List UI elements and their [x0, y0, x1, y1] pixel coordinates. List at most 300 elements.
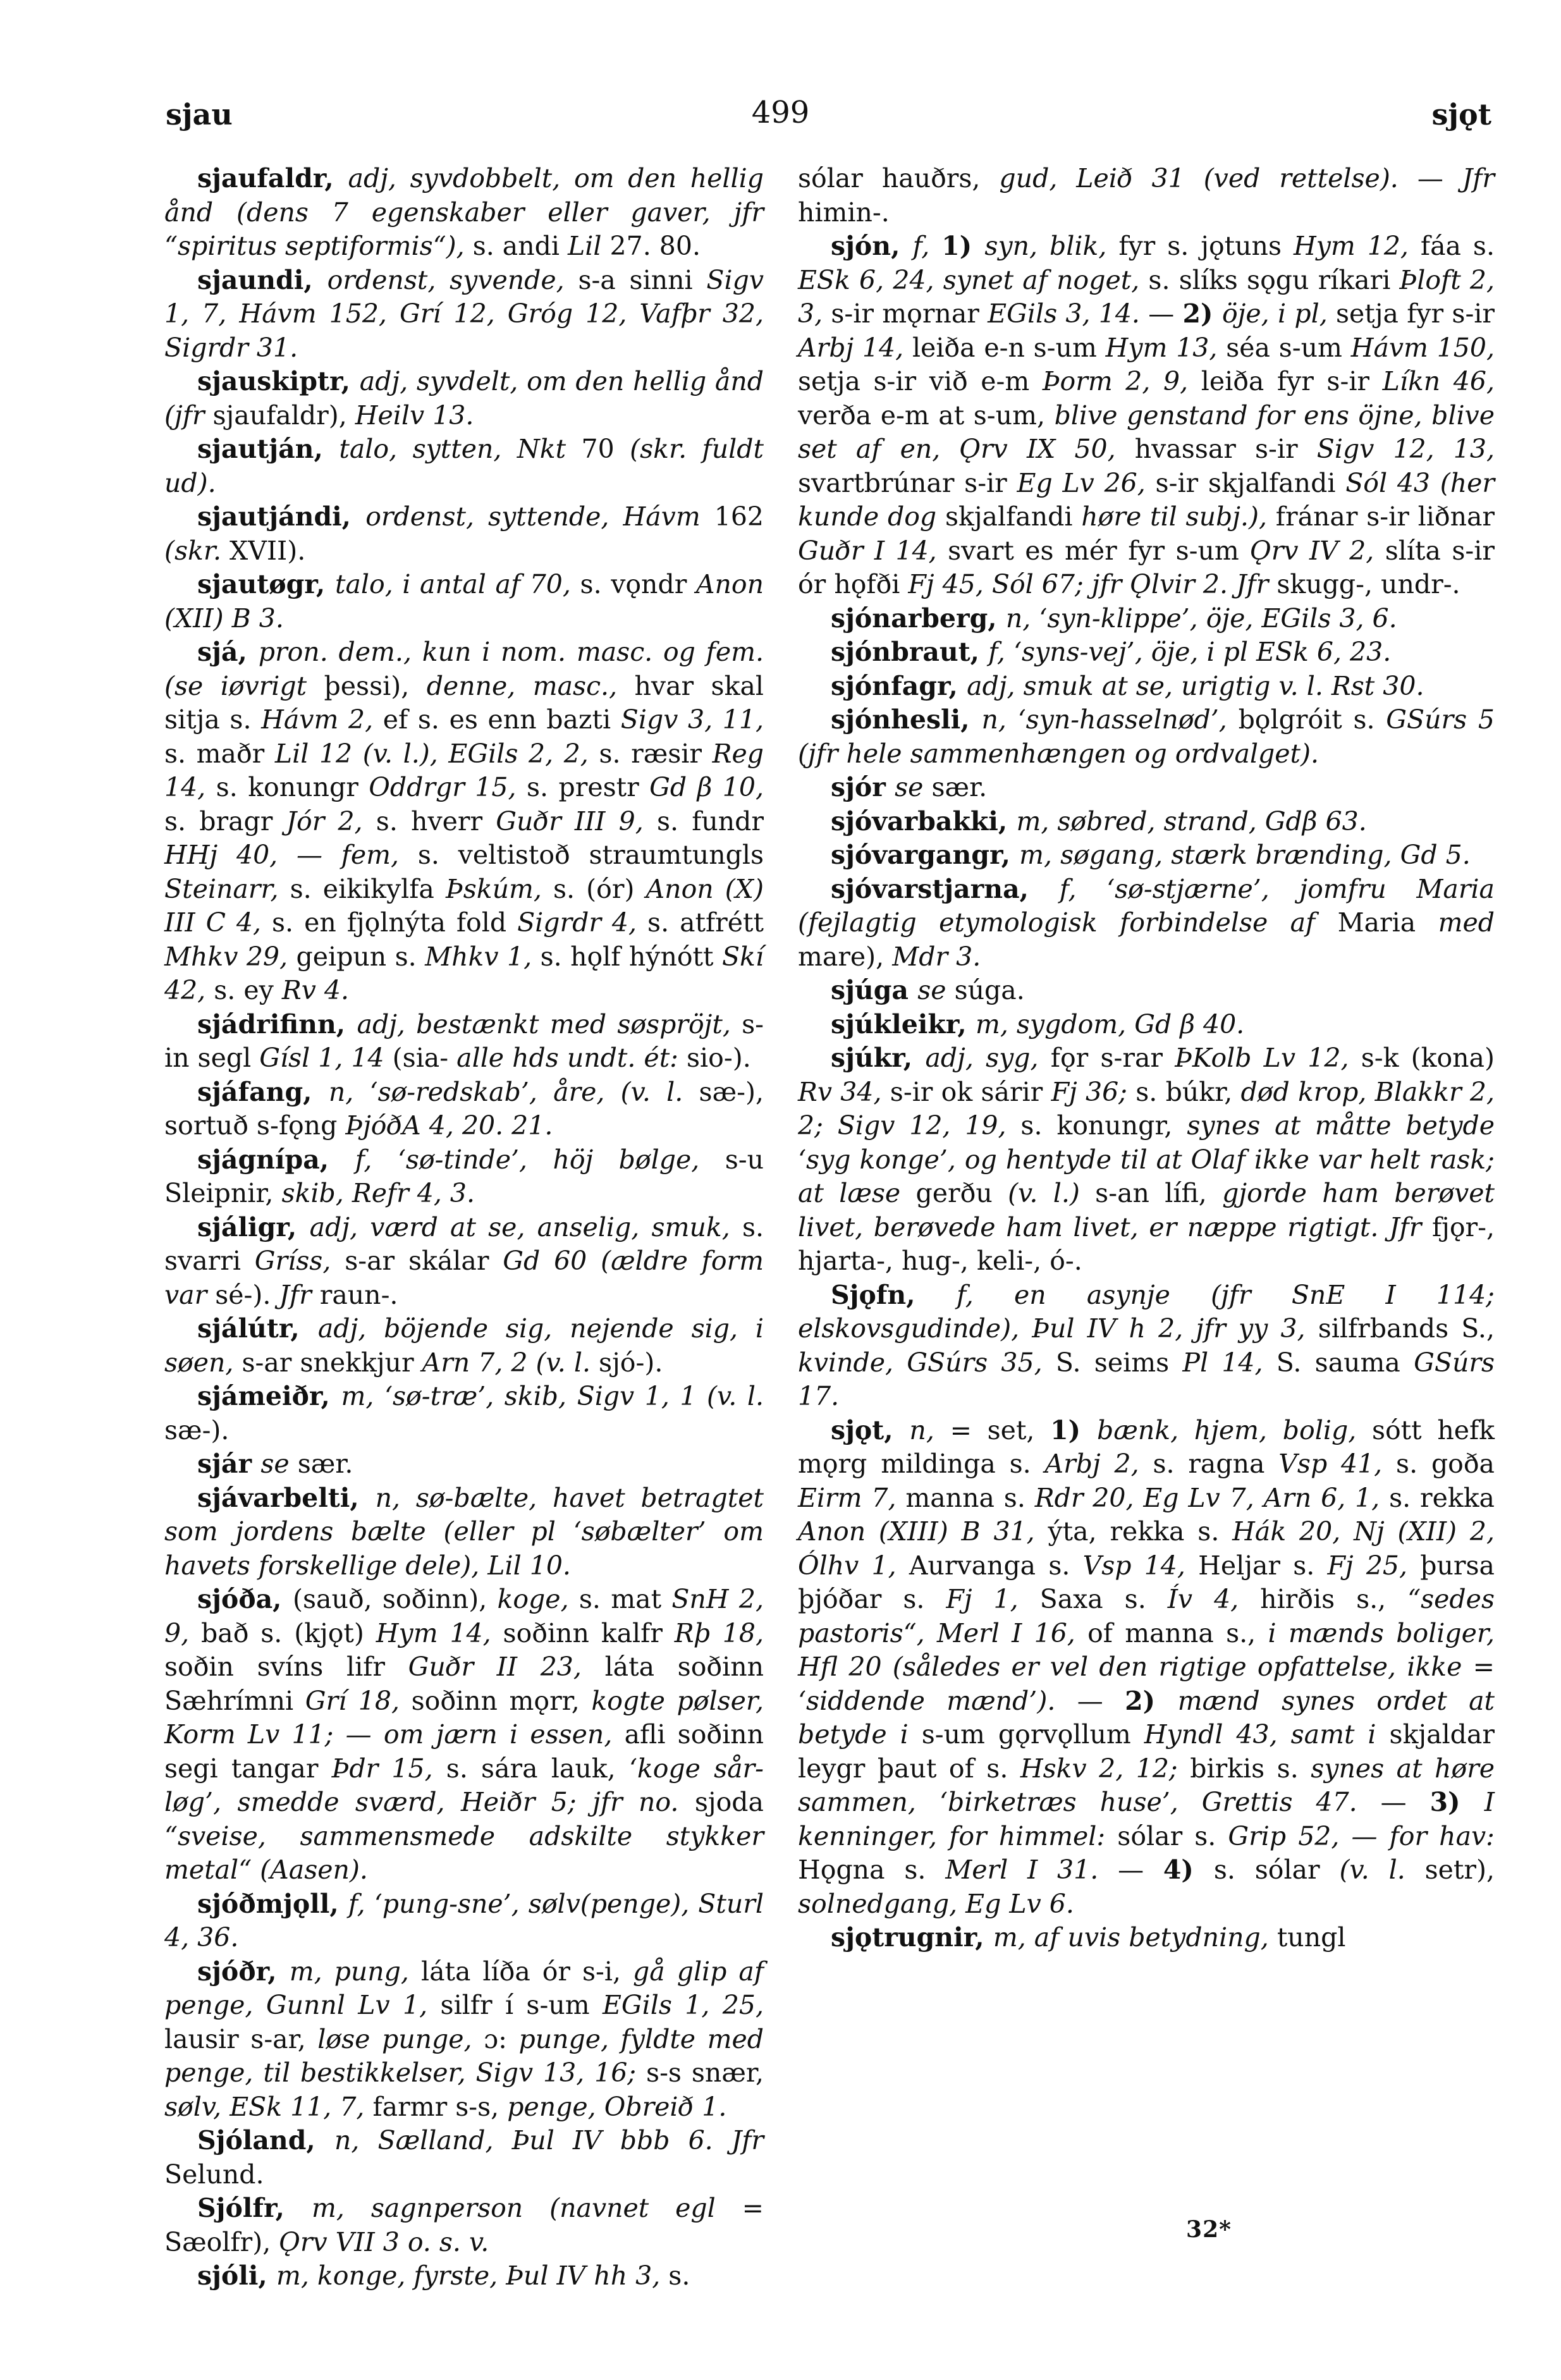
headword: sjóli, — [197, 2260, 276, 2291]
entry-text: sjó-). — [599, 1347, 663, 1378]
entry-text: s. bragr — [164, 806, 286, 837]
entry-text: se — [895, 772, 932, 802]
entry-text: — — [1077, 1685, 1125, 1716]
entry-text: med — [1438, 907, 1495, 938]
dictionary-entry — [798, 1008, 1495, 1042]
dictionary-entry — [798, 1414, 1495, 1922]
entry-text: ÞKolb Lv 12, — [1175, 1043, 1361, 1073]
entry-text: adj, smuk at se, urigtig v. l. Rst 30. — [967, 670, 1424, 701]
entry-text: setja fyr s-ir — [1336, 298, 1495, 329]
entry-text: kogte pølser, Korm Lv 11; — om jærn i essen, — [164, 1685, 764, 1750]
entry-text: m, af uvis betydning, — [993, 1922, 1277, 1953]
entry-text: Sigv 12, 13, — [1316, 434, 1495, 464]
entry-text: punge, fyldte med penge, til bestikkelser, Sigv 13, 16; — [164, 2023, 764, 2088]
entry-text: Sæolfr), — [164, 2226, 279, 2257]
entry-text: s. goða — [1396, 1449, 1495, 1479]
entry-text: ýta, rekka s. — [1048, 1516, 1233, 1547]
headword: sjágnípa, — [197, 1144, 355, 1175]
dictionary-entry-continuation — [798, 162, 1495, 230]
entry-text: n, ‘syn-hasselnød’, — [981, 704, 1239, 735]
entry-text: himin-. — [798, 197, 890, 228]
entry-text: bǫlgróit s. — [1238, 704, 1387, 735]
entry-text: adj, syvdelt, om den hellig ånd (jfr — [164, 366, 764, 431]
entry-text: svartbrúnar s-ir — [798, 467, 1017, 498]
entry-text: (v. l.) — [1008, 1178, 1096, 1208]
entry-text: ordenst, syvende, — [327, 264, 578, 295]
entry-text: Heljar s. — [1198, 1550, 1328, 1581]
dictionary-entry — [164, 500, 764, 568]
entry-text: s-u Sleipnir, — [164, 1144, 764, 1208]
entry-text: Jfr — [279, 1279, 320, 1310]
entry-text: soðinn kalfr — [503, 1617, 675, 1648]
entry-text: s-ir mǫrnar — [831, 298, 988, 329]
entry-text: skjaldar leygr þaut of s. — [798, 1719, 1495, 1784]
headword: sjáfang, — [197, 1076, 329, 1107]
dictionary-entry — [164, 264, 764, 365]
entry-text: EGils 1, 25, — [602, 1990, 764, 2020]
dictionary-entry — [164, 1955, 764, 2125]
entry-text: fáa s. — [1420, 231, 1495, 261]
entry-text: f, ‘pung-sne’, sølv(penge), Sturl 4, 36. — [164, 1888, 764, 1953]
entry-text: leiða fyr s-ir — [1201, 366, 1383, 396]
entry-text: skugg-, undr-. — [1276, 569, 1460, 599]
dictionary-entry — [798, 230, 1495, 602]
entry-text: sjaufaldr), — [212, 400, 355, 431]
entry-text: s. ragna — [1153, 1449, 1279, 1479]
entry-text: Mdr 3. — [892, 941, 981, 972]
entry-text: 70 — [581, 434, 630, 464]
headword: sjaufaldr, — [197, 163, 348, 193]
entry-text: verða e-m at s-um, — [798, 400, 1055, 431]
entry-text: EGils 3, 14. — [988, 298, 1149, 329]
entry-text: Mhkv 29, — [164, 941, 297, 972]
dictionary-entry — [164, 432, 764, 500]
dictionary-entry — [164, 1447, 764, 1481]
entry-text: Vsp 41, — [1278, 1449, 1397, 1479]
entry-text: Ǫrv VII 3 o. s. v. — [279, 2226, 489, 2257]
dictionary-entry — [798, 873, 1495, 974]
entry-text: Gríss, — [254, 1246, 345, 1276]
entry-text: 1) — [941, 231, 985, 261]
entry-text: adj, bestænkt med søspröjt, — [357, 1009, 742, 1040]
entry-text: talo, i antal af 70, — [334, 569, 580, 599]
entry-text: sær. — [931, 772, 988, 802]
entry-text: séa s-um — [1226, 332, 1351, 363]
entry-text: hvassar s-ir — [1134, 434, 1317, 464]
entry-text: Anon (XIII) B 31, — [798, 1516, 1048, 1547]
entry-text: n, Sælland, Þul IV bbb 6. Jfr — [334, 2125, 764, 2156]
entry-text: Steinarr, — [164, 873, 290, 904]
entry-text: n, ‘syn-klippe’, öje, EGils 3, 6. — [1005, 603, 1397, 634]
entry-text: 3) — [1429, 1787, 1484, 1817]
entry-text: Jfr — [1462, 163, 1495, 193]
entry-text: láta líða ór s-i, — [420, 1956, 634, 1987]
entry-text: s-ir ok sárir — [890, 1076, 1051, 1107]
entry-text: s. andi — [472, 231, 568, 261]
entry-text: GSúrs 5 (jfr hele sammenhængen og ordvalget). — [798, 704, 1495, 769]
entry-text: Guðr III 9, — [496, 806, 657, 837]
headword: sjónarberg, — [831, 603, 1006, 634]
entry-text: mænd synes ordet at betyde i — [798, 1685, 1495, 1750]
entry-text: GSúrs 17. — [798, 1347, 1495, 1411]
entry-text: gud, Leið 31 (ved rettelse). — [999, 163, 1417, 193]
entry-text: Pl 14, — [1182, 1347, 1276, 1378]
dictionary-entry — [164, 1008, 764, 1076]
dictionary-entry — [798, 602, 1495, 636]
entry-text: 2) — [1125, 1685, 1178, 1716]
headword: sjáligr, — [197, 1211, 310, 1242]
dictionary-entry — [164, 1583, 764, 1887]
entry-text: s. (ór) — [553, 873, 646, 904]
dictionary-entry — [164, 162, 764, 264]
entry-text: Maria — [1337, 907, 1438, 938]
entry-text: silfr í s-um — [440, 1990, 603, 2020]
entry-text: Sigv 1, 7, Hávm 152, Grí 12, Gróg 12, Vafþr 32, Sigrdr 31. — [164, 264, 764, 363]
entry-text: s-k (kona) — [1361, 1043, 1495, 1073]
headword: sjaundi, — [197, 264, 328, 295]
entry-text: m, pung, — [289, 1956, 421, 1987]
entry-text: geipun s. — [296, 941, 425, 972]
entry-text: m, sagnperson (navnet egl = — [312, 2193, 764, 2223]
entry-text: Rdr 20, Eg Lv 7, Arn 6, 1, — [1034, 1482, 1390, 1513]
entry-text: kvinde, GSúrs 35, — [798, 1347, 1056, 1378]
entry-text: alle hds undt. ét: — [456, 1043, 687, 1073]
headword: sjár — [197, 1449, 261, 1479]
entry-text: Sigv 3, 11, — [620, 704, 764, 735]
entry-text: SnH 2, 9, — [164, 1584, 764, 1648]
entry-text: súga. — [954, 975, 1025, 1005]
entry-text: s. sólar — [1213, 1855, 1340, 1885]
entry-text: sótt hefk mǫrg mildinga s. — [798, 1414, 1495, 1479]
dictionary-entry — [164, 568, 764, 635]
entry-text: s-ar snekkjur — [242, 1347, 422, 1378]
entry-text: slíta s-ir ór hǫfði — [798, 535, 1495, 599]
headword: sjauskiptr, — [197, 366, 360, 396]
headword: sjúkleikr, — [831, 1009, 976, 1040]
entry-text: Anon (XII) B 3. — [164, 569, 764, 634]
headword: Sjǫfn, — [831, 1279, 957, 1310]
dictionary-entry — [164, 1481, 764, 1583]
entry-text: m, søgang, stærk brænding, Gd 5. — [1019, 840, 1471, 870]
headword: sjóðr, — [197, 1956, 290, 1987]
entry-text: adj, syg, — [925, 1043, 1051, 1073]
entry-text: sólar s. — [1117, 1820, 1228, 1851]
entry-text: Grí 18, — [305, 1685, 412, 1716]
headword: sjóðmjǫll, — [197, 1888, 348, 1919]
entry-text: Ív 4, — [1167, 1584, 1261, 1614]
entry-text: s. ey — [214, 975, 282, 1005]
entry-text: sølv, ESk 11, 7, — [164, 2091, 373, 2122]
entry-text: sjoda — [694, 1787, 764, 1817]
entry-text: gerðu — [915, 1178, 1008, 1208]
entry-text: HHj 40, — fem, — [164, 840, 418, 870]
entry-text: sólar hauðrs, — [798, 163, 1000, 193]
dictionary-entry — [798, 635, 1495, 670]
entry-text: m, søbred, strand, Gdβ 63. — [1016, 806, 1367, 837]
entry-text: sær. — [297, 1449, 353, 1479]
entry-text: mare), — [798, 941, 893, 972]
entry-text: Aurvanga s. — [909, 1550, 1083, 1581]
entry-text: s. hverr — [376, 806, 496, 837]
entry-text: S. seims — [1055, 1347, 1183, 1378]
headword: sjón, — [831, 231, 913, 261]
entry-text: s. en fjǫlnýta fold — [272, 907, 518, 938]
entry-text: gjorde ham berøvet livet, berøvede ham livet, er næppe rigtigt. Jfr — [798, 1178, 1495, 1242]
entry-text: synes at høre sammen, ‘birketræs huse’, Grettis 47. — [798, 1753, 1495, 1817]
entry-text: n, sø-bælte, havet betragtet som jordens bælte (eller pl ‘søbælter’ om havets forskellige dele), Lil 10. — [164, 1482, 764, 1581]
entry-text: Heilv 13. — [355, 400, 474, 431]
entry-text: s. konungr — [216, 772, 369, 802]
entry-text: sæ-). — [164, 1414, 230, 1445]
entry-text: fǫr s-rar — [1050, 1043, 1175, 1073]
entry-text: Fj 45, Sól 67; jfr Ǫlvir 2. Jfr — [908, 569, 1277, 599]
entry-text: setr), — [1424, 1855, 1495, 1885]
entry-text: s. eikikylfa — [290, 873, 446, 904]
entry-text: soðinn mǫrr, — [411, 1685, 592, 1716]
entry-text: fjǫr-, hjarta-, hug-, keli-, ó-. — [798, 1211, 1495, 1276]
entry-text: penge, Obreið 1. — [507, 2091, 727, 2122]
entry-text: 1) — [1050, 1414, 1098, 1445]
entry-text: sio-). — [687, 1043, 751, 1073]
entry-text: skib, Refr 4, 3. — [281, 1178, 475, 1208]
entry-text: Guðr II 23, — [408, 1652, 605, 1682]
entry-text: setja s-ir við e-m — [798, 366, 1043, 396]
entry-text: ÞjóðA 4, 20. 21. — [345, 1110, 553, 1141]
entry-text: of manna s., — [1087, 1617, 1268, 1648]
entry-text: XVII). — [230, 535, 306, 566]
headword: sjónfagr, — [831, 670, 967, 701]
headword: sjónhesli, — [831, 704, 982, 735]
entry-text: adj, værd at se, anselig, smuk, — [309, 1211, 742, 1242]
headword: Sjólfr, — [197, 2193, 312, 2223]
entry-text: (skr. — [164, 535, 230, 566]
dictionary-entry — [164, 1076, 764, 1143]
entry-text: þessi), — [324, 670, 427, 701]
entry-text: f, en asynje (jfr SnE I 114; elskovsgudinde), Þul IV h 2, jfr yy 3, — [798, 1279, 1495, 1344]
entry-text: hirðis s., — [1260, 1584, 1408, 1614]
entry-text: Sigrdr 4, — [517, 907, 648, 938]
entry-text: Guðr I 14, — [798, 535, 948, 566]
entry-text: lausir s-ar, — [164, 2023, 318, 2054]
entry-text: ɔ: — [484, 2023, 519, 2054]
entry-text: leiða e-n s-um — [912, 332, 1106, 363]
entry-text: Anon (X) III C 4, — [164, 873, 764, 938]
entry-text: Þloft 2, 3, — [798, 264, 1495, 329]
entry-text: f, ‘syns-vej’, öje, i pl ESk 6, 23. — [988, 637, 1392, 667]
entry-text: s-ar skálar — [345, 1246, 503, 1276]
headword: sjámeiðr, — [197, 1381, 341, 1411]
entry-text: fyr s. jǫtuns — [1118, 231, 1294, 261]
entry-text: høre til subj.), — [1081, 501, 1276, 532]
entry-text: þursa þjóðar s. — [798, 1550, 1495, 1614]
dictionary-entry — [164, 2259, 764, 2293]
entry-text: adj, böjende sig, nejende sig, i søen, — [164, 1313, 764, 1378]
entry-text: 162 — [714, 501, 764, 532]
entry-text: hvar skal sitja s. — [164, 670, 764, 735]
entry-text: s. slíks sǫgu ríkari — [1148, 264, 1400, 295]
entry-text: m, sygdom, Gd β 40. — [975, 1009, 1245, 1040]
entry-text: Vsp 14, — [1082, 1550, 1199, 1581]
entry-text: pron. dem., kun i nom. masc. og fem. (se iøvrigt — [164, 637, 764, 701]
entry-text: Mhkv 1, — [425, 941, 541, 972]
headword: sjǫtrugnir, — [831, 1922, 993, 1953]
entry-text: s. svarri — [164, 1211, 764, 1276]
entry-text: f, ‘sø-stjærne’, jomfru Maria (fejlagtig etymologisk forbindelse af — [798, 873, 1495, 938]
entry-text: s. konungr, — [1020, 1110, 1187, 1141]
dictionary-entry — [164, 1143, 764, 1211]
entry-text: raun-. — [319, 1279, 398, 1310]
entry-text: 27. 80. — [609, 231, 701, 261]
headword: sjávarbelti, — [197, 1482, 376, 1513]
headword: sjúkr, — [831, 1043, 926, 1073]
dictionary-entry — [798, 974, 1495, 1008]
dictionary-entry — [164, 365, 764, 432]
headword: sjór — [831, 772, 895, 802]
headword: sjautøgr, — [197, 569, 335, 599]
entry-text: Þorm 2, 9, — [1042, 366, 1201, 396]
entry-text: Fj 36; — [1051, 1076, 1136, 1107]
dictionary-entry — [798, 703, 1495, 771]
entry-text: — — [1380, 1787, 1430, 1817]
entry-text: birkis s. — [1190, 1753, 1311, 1784]
dictionary-entry — [164, 1312, 764, 1380]
entry-text: Hǫgna s. — [798, 1855, 946, 1885]
entry-text: Hyndl 43, samt i — [1144, 1719, 1390, 1750]
entry-text: ESk 6, 24, synet af noget, — [798, 264, 1149, 295]
entry-text: ef s. es enn bazti — [383, 704, 621, 735]
entry-text: fránar s-ir liðnar — [1275, 501, 1495, 532]
page-number: 499 — [751, 95, 810, 130]
dictionary-entry — [798, 670, 1495, 704]
column-left — [164, 162, 764, 2293]
headword: sjóvargangr, — [831, 840, 1020, 870]
dictionary-entry — [164, 2192, 764, 2259]
entry-text: Þdr 15, — [331, 1753, 446, 1784]
entry-text: s. maðr — [164, 738, 275, 769]
entry-text: Saxa s. — [1039, 1584, 1168, 1614]
entry-text: Hym 13, — [1105, 332, 1227, 363]
entry-text: öje, i pl, — [1221, 298, 1336, 329]
entry-text: s. prestr — [526, 772, 650, 802]
entry-text: s. — [668, 2260, 690, 2291]
entry-text: s-an lífi, — [1095, 1178, 1223, 1208]
entry-text: s. atfrétt — [647, 907, 764, 938]
dictionary-entry — [164, 635, 764, 1008]
entry-text: farmr s-s, — [372, 2091, 508, 2122]
entry-text: S. sauma — [1276, 1347, 1414, 1378]
entry-text: I kenninger, for himmel: — [798, 1787, 1495, 1851]
entry-text: s. sára lauk, — [446, 1753, 629, 1784]
dictionary-entry — [798, 1279, 1495, 1414]
entry-text: — — [1417, 163, 1462, 193]
entry-text: s. ræsir — [599, 738, 713, 769]
entry-text: Lil — [568, 231, 610, 261]
entry-text: Arn 7, 2 (v. l. — [422, 1347, 599, 1378]
dictionary-entry — [164, 2124, 764, 2192]
signature-mark: 32* — [1186, 2216, 1232, 2243]
entry-text: Selund. — [164, 2159, 264, 2190]
entry-text: ordenst, syttende, Hávm — [365, 501, 714, 532]
entry-text: n, ‘sø-redskab’, åre, (v. l. — [328, 1076, 699, 1107]
entry-text: løse punge, — [317, 2023, 484, 2054]
header-guide-word-right: sjǫt — [1431, 97, 1491, 132]
entry-text: “sedes pastoris“, Merl I 16, — [798, 1584, 1495, 1648]
dictionary-entry — [798, 838, 1495, 873]
entry-text: ‘koge sår-løg’, smedde sværd, Heiðr 5; jfr no. — [164, 1753, 764, 1817]
entry-text: koge, — [497, 1584, 579, 1614]
entry-text: Eirm 7, — [798, 1482, 906, 1513]
entry-text: — — [1148, 298, 1183, 329]
headword: sjúga — [831, 975, 918, 1005]
entry-text: f, — [912, 231, 942, 261]
entry-text: Hávm 150, — [1350, 332, 1495, 363]
entry-text: manna s. — [905, 1482, 1035, 1513]
entry-text: (sia- — [392, 1043, 457, 1073]
entry-text: Arbj 2, — [1044, 1449, 1153, 1479]
entry-text: Líkn 46, — [1382, 366, 1495, 396]
header-guide-word-left: sjau — [166, 97, 233, 132]
entry-text: Hym 12, — [1293, 231, 1421, 261]
entry-text: silfrbands S., — [1318, 1313, 1495, 1344]
entry-text: s. veltistoð straumtungls — [417, 840, 764, 870]
entry-text: s. búkr, — [1136, 1076, 1241, 1107]
entry-text: soðin svíns lifr — [164, 1652, 408, 1682]
entry-text: se — [260, 1449, 298, 1479]
entry-text: Merl I 31. — [945, 1855, 1118, 1885]
entry-text: f, ‘sø-tinde’, höj bølge, — [355, 1144, 725, 1175]
entry-text: Gd 60 (ældre form var — [164, 1246, 764, 1310]
entry-text: s. hǫlf hýnótt — [540, 941, 722, 972]
entry-text: (skr. fuldt ud). — [164, 434, 764, 498]
entry-text: — — [1118, 1855, 1163, 1885]
entry-text: Ǫrv IV 2, — [1250, 535, 1385, 566]
entry-text: gå glip af penge, Gunnl Lv 1, — [164, 1956, 764, 2020]
entry-text: talo, sytten, Nkt — [339, 434, 582, 464]
entry-text: tungl — [1276, 1922, 1346, 1953]
entry-text: Jór 2, — [286, 806, 376, 837]
entry-text: synes at måtte betyde ‘syg konge’, og hentyde til at Olaf ikke var helt rask; at læse — [798, 1110, 1495, 1208]
entry-text: Rþ 18, — [674, 1617, 764, 1648]
entry-text: syn, blik, — [984, 231, 1119, 261]
entry-text: 2) — [1182, 298, 1222, 329]
headword: sjóvarstjarna, — [831, 873, 1060, 904]
entry-text: sæ-), sortuð s-fǫng — [164, 1076, 764, 1141]
entry-text: s-ir skjalfandi — [1155, 467, 1346, 498]
entry-text: m, konge, fyrste, Þul IV hh 3, — [276, 2260, 669, 2291]
headword: sjóða, — [197, 1584, 293, 1614]
entry-text: “sveise, sammensmede adskilte stykker metal“ (Aasen). — [164, 1820, 764, 1885]
entry-text: s. vǫndr — [580, 569, 696, 599]
entry-text: Hskv 2, 12; — [1020, 1753, 1191, 1784]
entry-text: Grip 52, — for hav: — [1228, 1820, 1495, 1851]
headword: Sjóland, — [197, 2125, 335, 2156]
entry-text: Hávm 2, — [261, 704, 383, 735]
entry-text: s. rekka — [1389, 1482, 1495, 1513]
entry-text: Reg 14, — [164, 738, 764, 802]
entry-text: s. fundr — [656, 806, 764, 837]
entry-text: Gísl 1, 14 — [259, 1043, 393, 1073]
entry-text: i mænds boliger, Hfl 20 (således er vel den rigtige opfattelse, ikke = ‘siddende mænd’). — [798, 1617, 1495, 1716]
entry-text: bað s. (kjǫt) — [201, 1617, 376, 1648]
entry-text: adj, syvdobbelt, om den hellig ånd (dens 7 egenskaber eller gaver, jfr “spiritus septiformis“), — [164, 163, 764, 261]
entry-text: s-s snær, — [646, 2058, 764, 2088]
entry-text: s. mat — [578, 1584, 672, 1614]
entry-text: (v. l. — [1339, 1855, 1425, 1885]
headword: sjá, — [197, 637, 259, 667]
entry-text: Arbj 14, — [798, 332, 912, 363]
dictionary-entry — [798, 1041, 1495, 1279]
entry-text: Gd β 10, — [649, 772, 764, 802]
